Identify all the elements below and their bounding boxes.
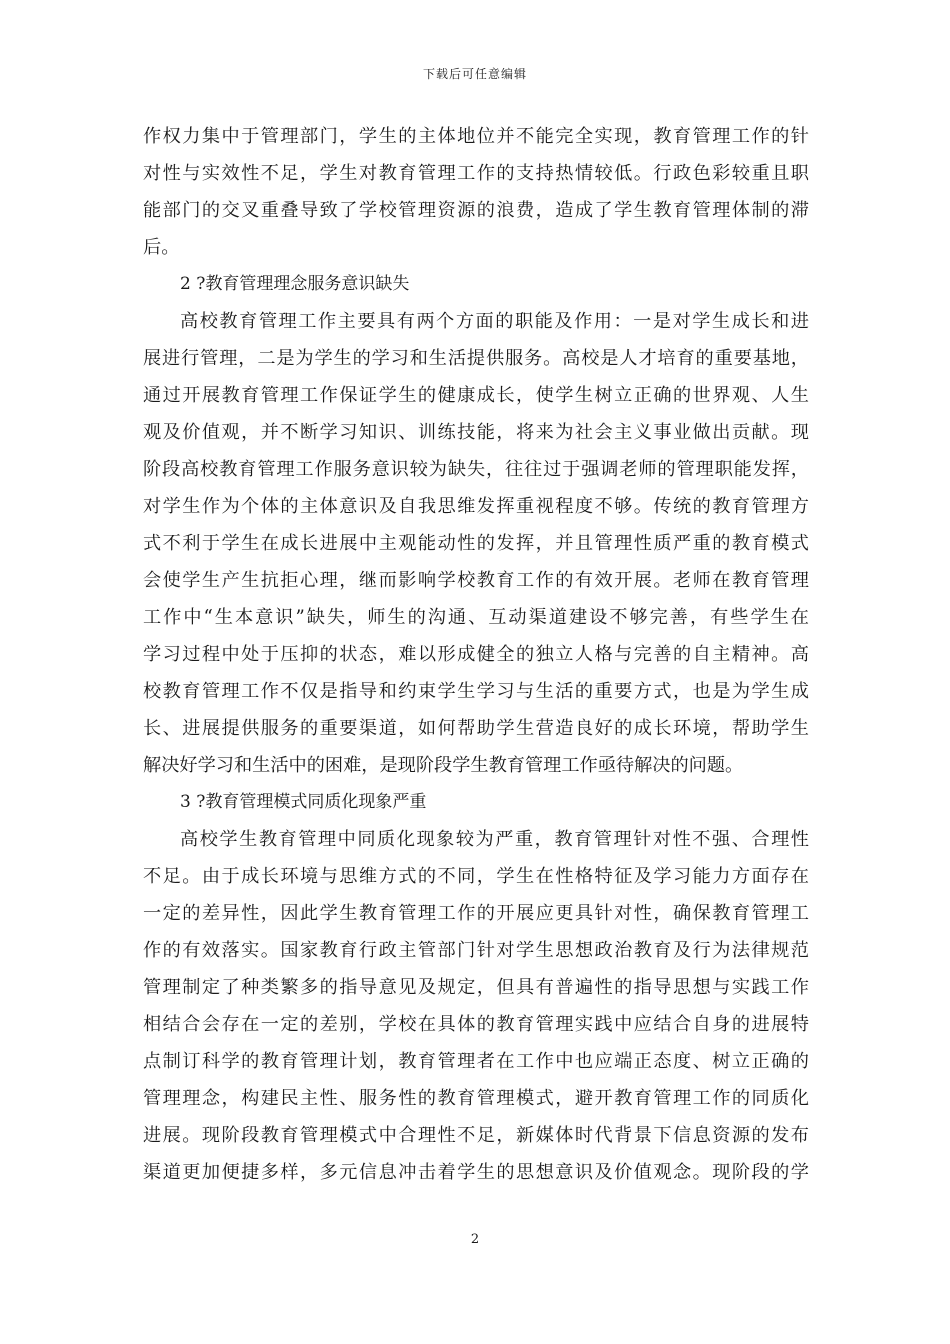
document-body (143, 118, 809, 1191)
text-line: 相结合会存在一定的差别，学校在具体的教育管理实践中应结合自身的进展特 (143, 1014, 809, 1035)
text-line: 管理理念，构建民主性、服务性的教育管理模式，避开教育管理工作的同质化 (143, 1088, 809, 1109)
text-line: 校教育管理工作不仅是指导和约束学生学习与生活的重要方式，也是为学生成 (143, 681, 809, 702)
text-line: 进展。现阶段教育管理模式中合理性不足，新媒体时代背景下信息资源的发布 (143, 1125, 809, 1146)
section-heading: 3 ?教育管理模式同质化现象严重 (180, 792, 427, 812)
text-line: 作权力集中于管理部门，学生的主体地位并不能完全实现，教育管理工作的针 (143, 126, 809, 147)
text-line: 式不利于学生在成长进展中主观能动性的发挥，并且管理性质严重的教育模式 (143, 533, 809, 554)
text-line: 展进行管理，二是为学生的学习和生活提供服务。高校是人才培育的重要基地， (143, 348, 809, 369)
text-line: 高校学生教育管理中同质化现象较为严重，教育管理针对性不强、合理性 (180, 829, 809, 850)
text-line: 观及价值观，并不断学习知识、训练技能，将来为社会主义事业做出贡献。现 (143, 422, 809, 443)
text-line: 对性与实效性不足，学生对教育管理工作的支持热情较低。行政色彩较重且职 (143, 163, 809, 184)
text-line: 对学生作为个体的主体意识及自我思维发挥重视程度不够。传统的教育管理方 (143, 496, 809, 517)
text-line: 作的有效落实。国家教育行政主管部门针对学生思想政治教育及行为法律规范 (143, 940, 809, 961)
text-line: 点制订科学的教育管理计划，教育管理者在工作中也应端正态度、树立正确的 (143, 1051, 809, 1072)
text-line: 一定的差异性，因此学生教育管理工作的开展应更具针对性，确保教育管理工 (143, 903, 809, 924)
paragraph (143, 303, 809, 784)
text-line: 阶段高校教育管理工作服务意识较为缺失，往往过于强调老师的管理职能发挥， (143, 459, 809, 480)
text-line: 工作中“生本意识”缺失，师生的沟通、互动渠道建设不够完善，有些学生在 (143, 607, 809, 628)
text-line: 渠道更加便捷多样，多元信息冲击着学生的思想意识及价值观念。现阶段的学 (143, 1162, 809, 1183)
text-line: 解决好学习和生活中的困难，是现阶段学生教育管理工作亟待解决的问题。 (143, 755, 744, 776)
text-line: 管理制定了种类繁多的指导意见及规定，但具有普遍性的指导思想与实践工作 (143, 977, 809, 998)
page-number: 2 (470, 1232, 480, 1247)
paragraph (143, 821, 809, 1191)
text-line: 不足。由于成长环境与思维方式的不同，学生在性格特征及学习能力方面存在 (143, 866, 809, 887)
page-header: 下载后可任意编辑 (422, 67, 527, 81)
text-line: 能部门的交叉重叠导致了学校管理资源的浪费，造成了学生教育管理体制的滞 (143, 200, 809, 221)
paragraph (143, 118, 809, 266)
text-line: 长、进展提供服务的重要渠道，如何帮助学生营造良好的成长环境，帮助学生 (143, 718, 809, 739)
text-line: 后。 (143, 237, 180, 258)
section-heading: 2 ?教育管理理念服务意识缺失 (180, 274, 410, 294)
text-line: 通过开展教育管理工作保证学生的健康成长，使学生树立正确的世界观、人生 (143, 385, 809, 406)
text-line: 学习过程中处于压抑的状态，难以形成健全的独立人格与完善的自主精神。高 (143, 644, 809, 665)
text-line: 会使学生产生抗拒心理，继而影响学校教育工作的有效开展。老师在教育管理 (143, 570, 809, 591)
text-line: 高校教育管理工作主要具有两个方面的职能及作用：一是对学生成长和进 (180, 311, 809, 332)
